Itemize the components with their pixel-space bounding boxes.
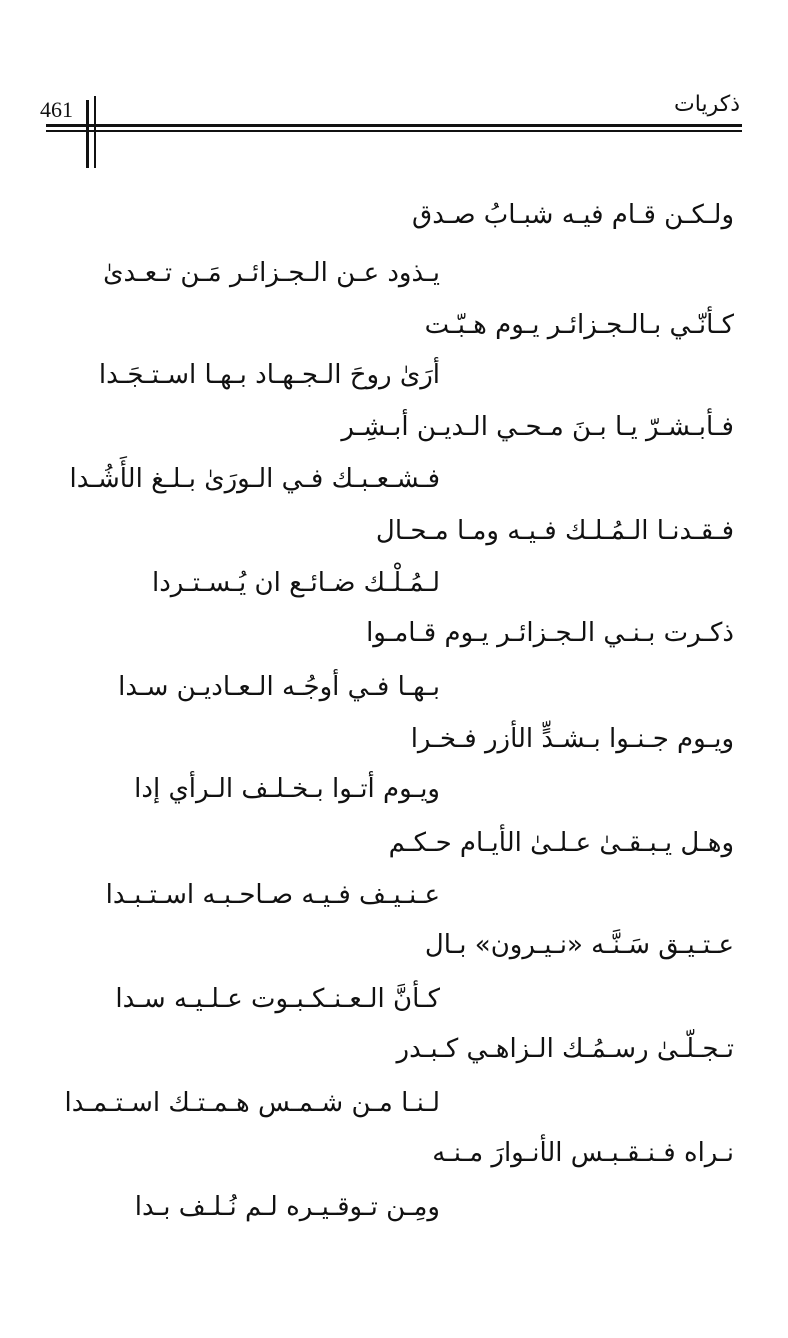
verse-line: كـأنَّ الـعـنـكـبـوت عـلـيـه سـدا <box>115 984 440 1014</box>
header-vertical-bar <box>86 100 89 168</box>
verse-line: ويـوم جـنـوا بـشـدٍّ الأزر فـخـرا <box>410 724 734 754</box>
header-rule-bottom <box>46 130 742 132</box>
page-number: 461 <box>40 97 73 122</box>
verse-line: ومِـن تـوقـيـره لـم نُـلـف بـدا <box>134 1192 440 1222</box>
verse-line: يـذود عـن الـجـزائـر مَـن تـعـدىٰ <box>103 258 440 288</box>
verse-line: تـجـلّـىٰ رسـمُـك الـزاهـي كـبـدر <box>396 1034 734 1064</box>
verse-line: فـأبـشـرّ يـا بـنَ مـحـي الـديـن أبـشِـر <box>341 412 734 442</box>
verse-line: كـأنّـي بـالـجـزائـر يـوم هـبّـت <box>424 310 734 340</box>
verse-line: ذكـرت بـنـي الـجـزائـر يـوم قـامـوا <box>366 618 734 648</box>
verse-line: عـتـيـق سَـنَّـه «نـيـرون» بـال <box>424 930 734 960</box>
verse-line: أرَىٰ روحَ الـجـهـاد بـهـا اسـتـجَـدا <box>98 360 440 390</box>
verse-line: بـهـا فـي أوجُـه الـعـاديـن سـدا <box>118 672 440 702</box>
verse-line: فـشـعـبـك فـي الـورَىٰ بـلـغ الأَشُـدا <box>69 464 440 494</box>
header-vertical-bar <box>94 96 96 168</box>
verse-line: ويـوم أتـوا بـخـلـف الـرأي إدا <box>134 774 440 804</box>
running-title: ذكريات <box>674 92 740 117</box>
verse-line: وهـل يـبـقـىٰ عـلـىٰ الأيـام حـكـم <box>388 828 734 858</box>
verse-line: فـقـدنـا الـمُـلـك فـيـه ومـا مـحـال <box>375 516 734 546</box>
header-rule-top <box>46 124 742 127</box>
verse-line: نـراه فـنـقـبـس الأنـوارَ مـنـه <box>432 1138 734 1168</box>
verse-line: عـنـيـف فـيـه صـاحـبـه اسـتـبـدا <box>105 880 440 910</box>
verse-line: لـنـا مـن شـمـس هـمـتـك اسـتـمـدا <box>64 1088 440 1118</box>
verse-line: ولـكـن قـام فيـه شبـابُ صـدق <box>412 200 734 230</box>
verse-line: لـمُـلْـك ضـائـع ان يُـسـتـردا <box>151 568 440 598</box>
